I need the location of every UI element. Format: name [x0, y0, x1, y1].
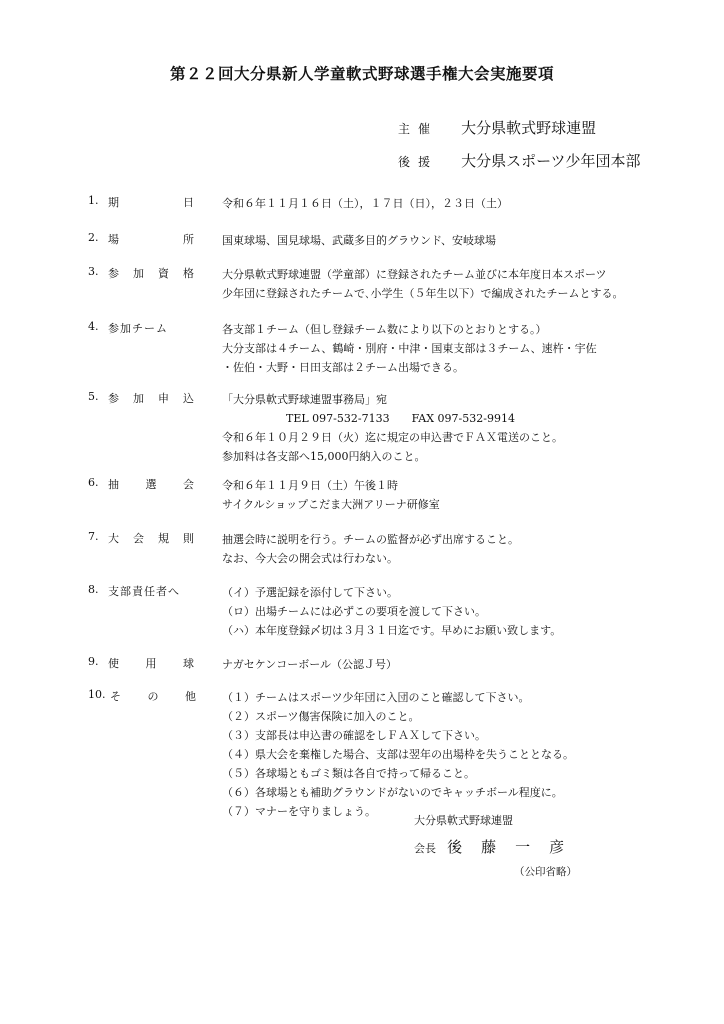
item-content-line: 大分支部は４チーム、鶴崎・別府・中津・国東支部は３チーム、速杵・宇佐 — [222, 342, 597, 355]
item-number: 8. — [88, 583, 99, 596]
organizer-role-label: 主催 — [398, 122, 439, 136]
label-char: 抽 — [108, 478, 119, 491]
item-content — [222, 320, 672, 377]
seal-note: （公印省略） — [514, 866, 577, 878]
item-content-line: （２）スポーツ傷害保険に加入のこと。 — [222, 710, 420, 723]
item-label — [108, 476, 194, 492]
item-label — [108, 530, 194, 546]
item-content — [222, 390, 672, 466]
item-label — [108, 390, 194, 406]
label-char: 規 — [158, 532, 169, 545]
item-number: 6. — [88, 476, 99, 489]
item-content-line: 大分県軟式野球連盟（学童部）に登録されたチーム並びに本年度日本スポーツ — [222, 268, 607, 281]
label-char: 会 — [183, 478, 194, 491]
item-content-line: 「大分県軟式野球連盟事務局」宛 — [222, 393, 387, 406]
label-char: 申 — [158, 392, 169, 405]
document-title: 第２２回大分県新人学童軟式野球選手権大会実施要項 — [169, 65, 554, 83]
item-content-line: 令和６年１１月１６日（土），１７日（日），２３日（土） — [222, 197, 508, 210]
item-content — [222, 265, 672, 303]
label-char: 加 — [133, 392, 144, 405]
label-char: 選 — [145, 478, 157, 491]
item-content-line: （イ）予選記録を添付して下さい。 — [222, 586, 398, 599]
item-content-line: （ロ）出場チームには必ずこの要項を渡して下さい。 — [222, 605, 486, 618]
label-char: 大 — [108, 532, 119, 545]
item-content — [222, 476, 672, 514]
item-content — [222, 231, 672, 250]
signature-title: 会長 — [414, 842, 436, 855]
item-content-line: サイクルショップこだま大洲アリーナ研修室 — [222, 498, 440, 511]
item-content-line: （ハ）本年度登録〆切は３月３１日迄です。早めにお願い致します。 — [222, 624, 562, 637]
item-label — [108, 265, 194, 281]
item-label — [108, 231, 194, 247]
item-content-line: ナガセケンコーボール（公認Ｊ号） — [222, 658, 398, 671]
item-number: 10. — [88, 688, 106, 701]
item-label: 参加チーム — [108, 322, 168, 335]
item-content-line: なお、今大会の開会式は行わない。 — [222, 552, 398, 565]
organizer-name: 大分県軟式野球連盟 — [461, 119, 597, 137]
label-char: 球 — [183, 657, 194, 670]
label-char: 期 — [108, 196, 119, 209]
label-char: 使 — [108, 657, 119, 670]
item-content-line: TEL 097-532-7133 FAX 097-532-9914 — [286, 412, 515, 425]
item-content-line: 令和６年１１月９日（土）午後１時 — [222, 479, 398, 492]
item-number: 1. — [88, 194, 99, 207]
signature-name: 後 藤 一 彦 — [447, 838, 567, 856]
item-content-line: （４）県大会を棄権した場合、支部は翌年の出場枠を失うこととなる。 — [222, 748, 574, 761]
item-content-line: 各支部１チーム（但し登録チーム数により以下のとおりとする。） — [222, 323, 547, 336]
item-number: 3. — [88, 265, 99, 278]
label-char: 日 — [183, 196, 194, 209]
item-content-line: 少年団に登録されたチームで､小学生（５年生以下）で編成されたチームとする。 — [222, 287, 624, 300]
label-char: そ — [110, 690, 121, 703]
organizer-row-host — [398, 117, 596, 138]
item-content-line: （５）各球場ともゴミ類は各自で持って帰ること。 — [222, 767, 475, 780]
label-char: 加 — [133, 267, 144, 280]
item-label: 支部責任者へ — [108, 585, 180, 598]
item-number: 2. — [88, 231, 99, 244]
label-char: 参 — [108, 392, 119, 405]
item-label — [108, 194, 194, 210]
label-char: 場 — [108, 233, 119, 246]
item-label — [110, 688, 196, 704]
organizer-row-support — [398, 150, 641, 171]
label-char: 則 — [183, 532, 194, 545]
item-content-line: ・佐伯・大野・日田支部は２チーム出場できる。 — [222, 361, 464, 374]
label-char: 資 — [158, 267, 169, 280]
label-char: 込 — [183, 392, 194, 405]
supporter-role-label: 後援 — [398, 155, 439, 169]
item-content — [222, 583, 672, 640]
signature-line — [414, 836, 566, 857]
item-content-line: （１）チームはスポーツ少年団に入団のこと確認して下さい。 — [222, 691, 530, 704]
item-content-line: 抽選会時に説明を行う。チームの監督が必ず出席すること。 — [222, 533, 519, 546]
item-content — [222, 688, 672, 821]
item-number: 7. — [88, 530, 99, 543]
item-content — [222, 194, 672, 213]
item-content-line: （３）支部長は申込書の確認をしＦＡＸして下さい。 — [222, 729, 486, 742]
signature-org: 大分県軟式野球連盟 — [414, 814, 513, 827]
item-content-line: 参加料は各支部へ15,000円納入のこと。 — [222, 450, 426, 463]
item-content-line: （６）各球場とも補助グラウンドがないのでキャッチボール程度に。 — [222, 786, 563, 799]
item-number: 9. — [88, 655, 99, 668]
label-char: 参 — [108, 267, 119, 280]
label-char: 所 — [183, 233, 194, 246]
label-char: 会 — [133, 532, 144, 545]
item-content — [222, 530, 672, 568]
supporter-name: 大分県スポーツ少年団本部 — [461, 152, 641, 170]
item-content — [222, 655, 672, 674]
label-char: 他 — [185, 690, 196, 703]
label-char: 用 — [145, 657, 157, 670]
label-char: の — [147, 690, 159, 703]
item-content-line: 令和６年１０月２９日（火）迄に規定の申込書でＦＡＸ電送のこと。 — [222, 431, 563, 444]
item-content-line: （７）マナーを守りましょう。 — [222, 805, 376, 818]
item-label — [108, 655, 194, 671]
item-number: 5. — [88, 390, 99, 403]
label-char: 格 — [183, 267, 194, 280]
item-content-line: 国東球場、国見球場、武蔵多目的グラウンド、安岐球場 — [222, 234, 497, 247]
item-number: 4. — [88, 320, 99, 333]
